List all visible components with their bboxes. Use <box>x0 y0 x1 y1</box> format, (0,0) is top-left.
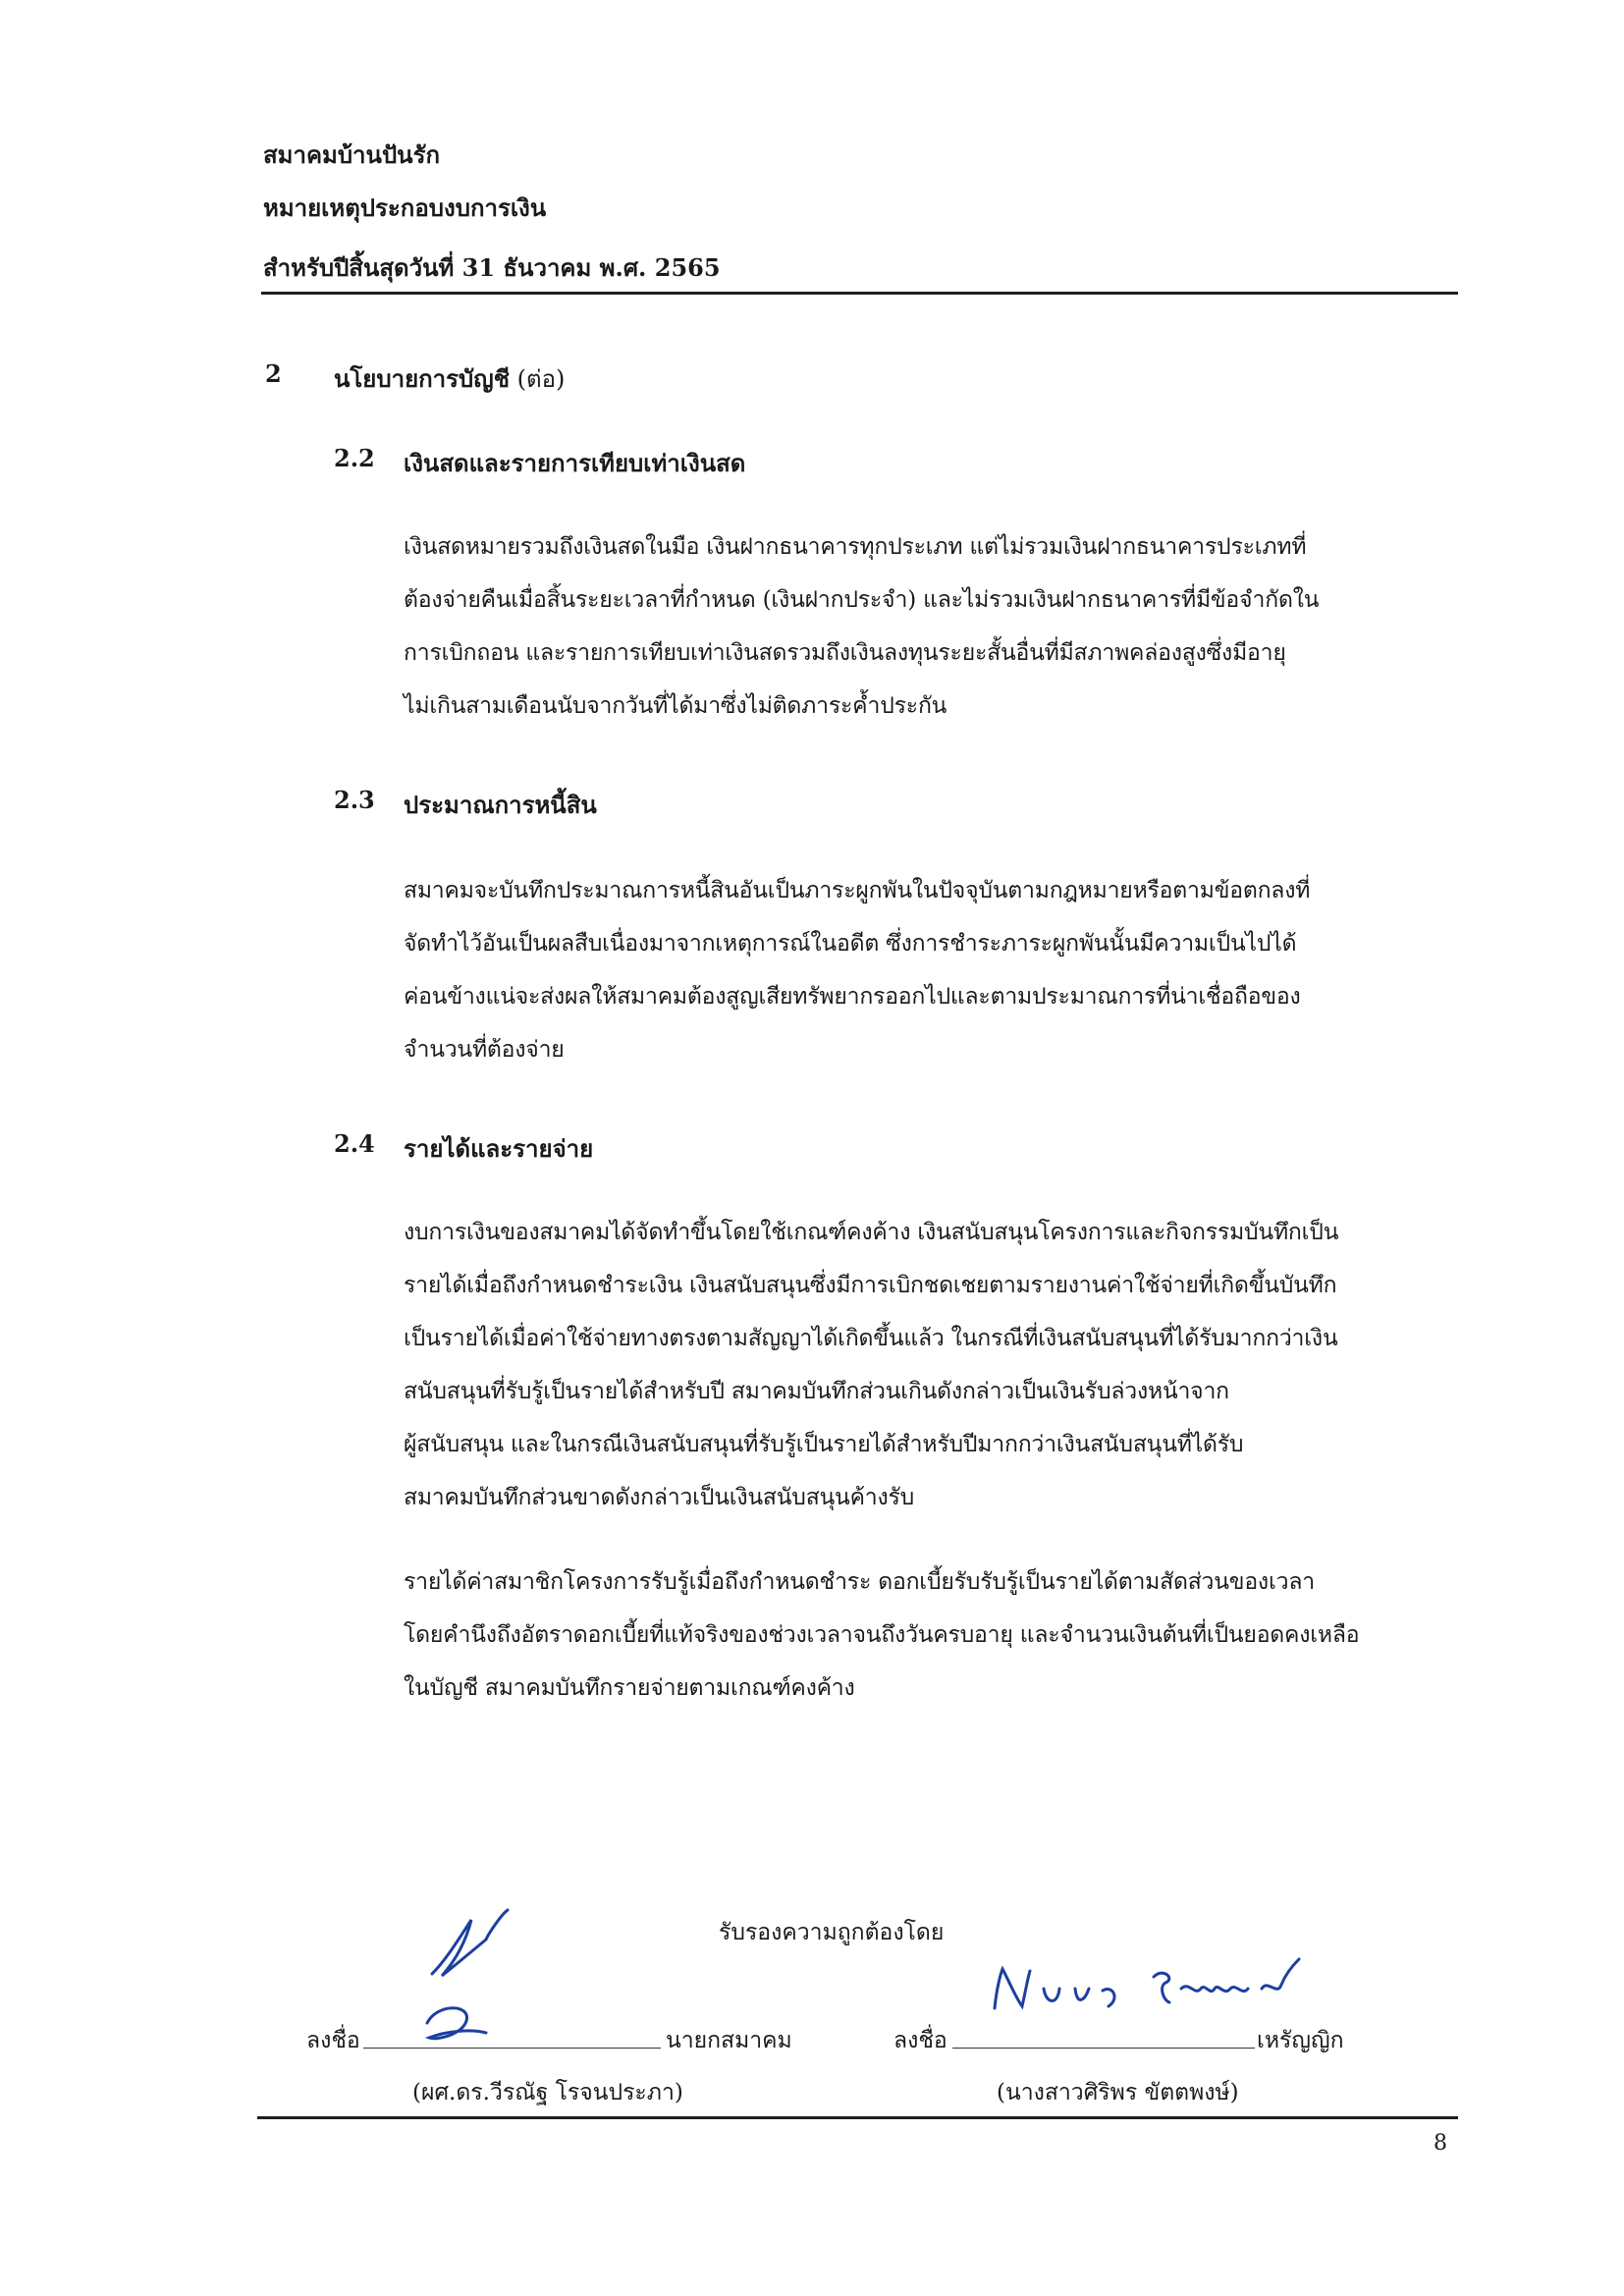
paragraph-line: ต้องจ่ายคืนเมื่อสิ้นระยะเวลาที่กำหนด (เงินฝากประจำ) และไม่รวมเงินฝากธนาคารที่มีข้อจำกัดใน <box>404 587 1320 613</box>
right-position: เหรัญญิก <box>1257 2028 1344 2053</box>
page-number: 8 <box>1434 2131 1447 2156</box>
paragraph-line: จัดทำไว้อันเป็นผลสืบเนื่องมาจากเหตุการณ์ในอดีต ซึ่งการชำระภาระผูกพันนั้นมีความเป็นไปได้ <box>404 931 1297 957</box>
period-line: สำหรับปีสิ้นสุดวันที่ 31 ธันวาคม พ.ศ. 2565 <box>263 253 721 282</box>
paragraph-line: รายได้เมื่อถึงกำหนดชำระเงิน เงินสนับสนุนซึ่งมีการเบิกชดเชยตามรายงานค่าใช้จ่ายที่เกิดขึ้นบันทึก <box>404 1273 1337 1298</box>
right-signature-line <box>952 2048 1255 2049</box>
paragraph-line: ค่อนข้างแน่จะส่งผลให้สมาคมต้องสูญเสียทรัพยากรออกไปและตามประมาณการที่น่าเชื่อถือของ <box>404 984 1301 1010</box>
section-title: นโยบายการบัญชี <box>334 364 511 393</box>
section-suffix: (ต่อ) <box>516 365 566 393</box>
paragraph-line: โดยคำนึงถึงอัตราดอกเบี้ยที่แท้จริงของช่วงเวลาจนถึงวันครบอายุ และจำนวนเงินต้นที่เป็นยอดคงเหลือ <box>404 1622 1360 1648</box>
paragraph-line: ไม่เกินสามเดือนนับจากวันที่ได้มาซึ่งไม่ติดภาระค้ำประกัน <box>404 693 947 719</box>
subsection-number-2-2: 2.2 <box>334 444 375 472</box>
footer-rule <box>257 2116 1458 2119</box>
treasurer-signature-mark <box>987 1949 1350 2028</box>
paragraph-line: สมาคมบันทึกส่วนขาดดังกล่าวเป็นเงินสนับสนุนค้างรับ <box>404 1485 915 1510</box>
subsection-number-2-4: 2.4 <box>334 1129 375 1158</box>
certify-label: รับรองความถูกต้องโดย <box>719 1920 945 1945</box>
paragraph-line: ผู้สนับสนุน และในกรณีเงินสนับสนุนที่รับรู้เป็นรายได้สำหรับปีมากกว่าเงินสนับสนุนที่ได้รับ <box>404 1432 1244 1457</box>
left-signatory-name: (ผศ.ดร.วีรณัฐ โรจนประภา) <box>412 2080 683 2105</box>
left-sign-label: ลงชื่อ <box>306 2028 360 2053</box>
paragraph-line: งบการเงินของสมาคมได้จัดทำขึ้นโดยใช้เกณฑ์คงค้าง เงินสนับสนุนโครงการและกิจกรรมบันทึกเป็น <box>404 1220 1339 1245</box>
president-signature-mark <box>417 1905 535 2052</box>
paragraph-2-4-b <box>404 1556 1454 1715</box>
paragraph-2-2 <box>404 520 1454 733</box>
paragraph-line: สนับสนุนที่รับรู้เป็นรายได้สำหรับปี สมาคมบันทึกส่วนเกินดังกล่าวเป็นเงินรับล่วงหน้าจาก <box>404 1379 1229 1404</box>
paragraph-line: การเบิกถอน และรายการเทียบเท่าเงินสดรวมถึงเงินลงทุนระยะสั้นอื่นที่มีสภาพคล่องสูงซึ่งมีอายุ <box>404 640 1286 666</box>
paragraph-line: เงินสดหมายรวมถึงเงินสดในมือ เงินฝากธนาคารทุกประเภท แต่ไม่รวมเงินฝากธนาคารประเภทที่ <box>404 534 1307 560</box>
paragraph-line: เป็นรายได้เมื่อค่าใช้จ่ายทางตรงตามสัญญาได้เกิดขึ้นแล้ว ในกรณีที่เงินสนับสนุนที่ได้รับมากกว่าเงิน <box>404 1326 1338 1351</box>
paragraph-2-4 <box>404 1206 1454 1524</box>
section-number: 2 <box>265 359 282 388</box>
section-heading <box>334 359 565 398</box>
paragraph-line: จำนวนที่ต้องจ่าย <box>404 1037 565 1063</box>
org-name: สมาคมบ้านปันรัก <box>263 140 440 169</box>
paragraph-line: สมาคมจะบันทึกประมาณการหนี้สินอันเป็นภาระผูกพันในปัจจุบันตามกฎหมายหรือตามข้อตกลงที่ <box>404 878 1311 903</box>
right-sign-label: ลงชื่อ <box>893 2028 947 2053</box>
header-rule <box>261 292 1458 295</box>
subsection-title-2-4: รายได้และรายจ่าย <box>404 1134 594 1163</box>
subsection-title-2-2: เงินสดและรายการเทียบเท่าเงินสด <box>404 449 746 477</box>
left-signature-line <box>363 2048 661 2049</box>
left-position: นายกสมาคม <box>666 2028 792 2053</box>
paragraph-line: ในบัญชี สมาคมบันทึกรายจ่ายตามเกณฑ์คงค้าง <box>404 1675 855 1701</box>
subsection-title-2-3: ประมาณการหนี้สิน <box>404 791 597 819</box>
paragraph-2-3 <box>404 864 1454 1076</box>
doc-title: หมายเหตุประกอบงบการเงิน <box>263 193 547 222</box>
subsection-number-2-3: 2.3 <box>334 786 375 814</box>
right-signatory-name: (นางสาวศิริพร ขัตตพงษ์) <box>997 2080 1239 2105</box>
paragraph-line: รายได้ค่าสมาชิกโครงการรับรู้เมื่อถึงกำหนดชำระ ดอกเบี้ยรับรับรู้เป็นรายได้ตามสัดส่วนของเวลา <box>404 1569 1315 1595</box>
